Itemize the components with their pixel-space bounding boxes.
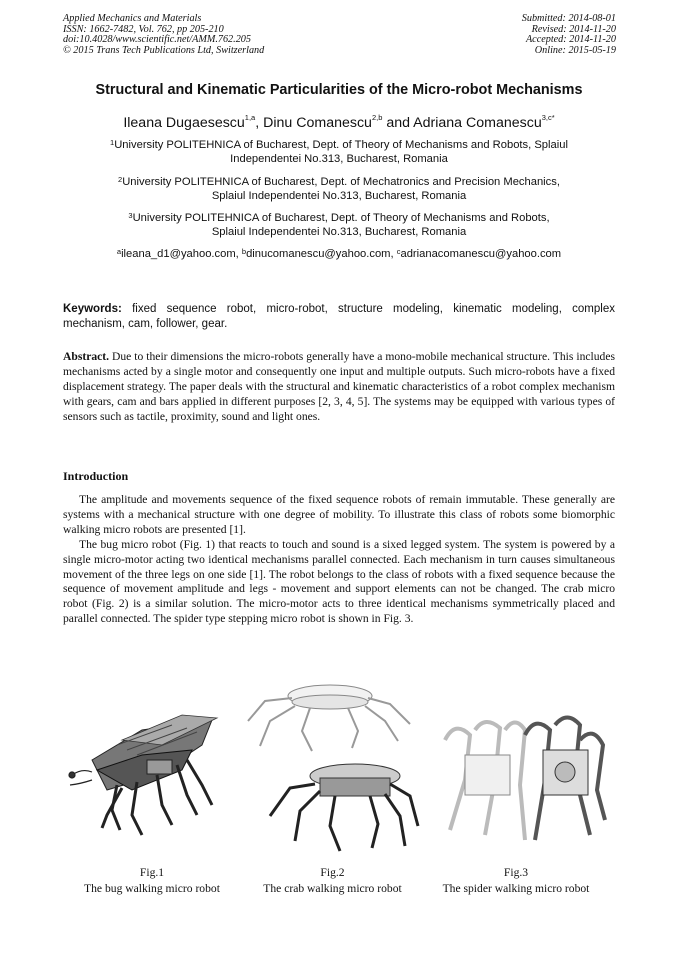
figure-caption-text: The spider walking micro robot bbox=[442, 882, 590, 895]
email-sup: a bbox=[116, 247, 122, 256]
abstract bbox=[63, 350, 615, 425]
doi-line: doi:10.4028/www.scientific.net/AMM.762.205 bbox=[63, 34, 251, 46]
email-address[interactable]: dinucomanescu@yahoo.com, bbox=[246, 248, 397, 260]
author-sup: 2,b bbox=[371, 113, 383, 122]
abstract-text: Due to their dimensions the micro-robots generally have a mono-mobile mechanical structure. This includes mechanisms acted by a single motor and consequently one input and multiple outputs. Such micro-robots have a fixed displacement strategy. The paper deals with the structural and kinematic characteristics of a robot complex mechanism with gears, cam and bars applied in different purposes [2, 3, 4, 5]. The systems may be equipped with various types of sensors such as tactile, proximity, sound and light ones. bbox=[63, 350, 615, 423]
email-address[interactable]: adrianacomanescu@yahoo.com bbox=[400, 248, 562, 260]
affiliation bbox=[70, 175, 608, 203]
submitted-date: Submitted: 2014-08-01 bbox=[521, 13, 616, 24]
author-sup: 3,c* bbox=[541, 113, 555, 122]
accepted-date: Accepted: 2014-11-20 bbox=[525, 34, 616, 46]
section-heading: Introduction bbox=[63, 469, 129, 483]
crab-robot-image bbox=[240, 676, 425, 856]
affiliation-sup: 3 bbox=[128, 211, 133, 220]
abstract-label: Abstract. bbox=[63, 350, 110, 363]
affiliation-sup: 2 bbox=[118, 175, 123, 184]
copyright-line: © 2015 Trans Tech Publications Ltd, Switzerland bbox=[63, 44, 265, 56]
affiliation-line: Splaiul Independentei No.313, Bucharest, Romania bbox=[211, 226, 467, 238]
revised-date: Revised: 2014-11-20 bbox=[531, 23, 616, 35]
issn-line: ISSN: 1662-7482, Vol. 762, pp 205-210 bbox=[63, 23, 224, 35]
keywords-label: Keywords: bbox=[63, 303, 122, 315]
affiliation-sup: 1 bbox=[110, 138, 115, 147]
figure-caption bbox=[62, 865, 242, 897]
email-list bbox=[70, 247, 608, 261]
author-name: Adriana Comanescu bbox=[413, 115, 542, 131]
paragraph: The bug micro robot (Fig. 1) that reacts to touch and sound is a sixed legged system. The system is powered by a single micro-motor acting two identical mechanisms parallel connected. Each mechanism in turn causes simultaneous movement of the three legs on one side [1]. The robot belongs to the class of robots with a fixed sequence because the sequence of movement amplitude and legs - movement and support elements can not be changed. The crab micro robot (Fig. 2) is a similar solution. The micro-motor acts to three identical mechanisms symmetrically placed and parallel connected. The spider type stepping micro robot is shown in Fig. 3. bbox=[63, 537, 615, 626]
keywords-text: fixed sequence robot, micro-robot, structure modeling, kinematic modeling, complex mechanism, cam, follower, gear. bbox=[63, 303, 615, 330]
online-date: Online: 2015-05-19 bbox=[534, 44, 616, 56]
email-address[interactable]: ileana_d1@yahoo.com, bbox=[121, 248, 242, 260]
figure-number: Fig.3 bbox=[503, 866, 529, 879]
bug-robot-image bbox=[62, 700, 242, 850]
author-separator: and bbox=[382, 115, 414, 131]
introduction-body bbox=[63, 493, 615, 627]
affiliation-line: Independentei No.313, Bucharest, Romania bbox=[230, 153, 448, 165]
affiliation-line: University POLITEHNICA of Bucharest, Dept. of Theory of Mechanisms and Robots, bbox=[132, 212, 550, 224]
keywords bbox=[63, 302, 615, 331]
paragraph: The amplitude and movements sequence of the fixed sequence robots of remain immutable. These generally are systems with a mechanical structure with one degree of mobility. To illustrate this class of robots some biomorphic walking micro robots are presented [1]. bbox=[63, 493, 615, 536]
author-separator: , bbox=[255, 115, 264, 131]
affiliation bbox=[70, 138, 608, 166]
author-sup: 1,a bbox=[244, 113, 256, 122]
figure-caption-text: The bug walking micro robot bbox=[84, 882, 220, 895]
dates-info bbox=[522, 14, 616, 56]
affiliation bbox=[70, 211, 608, 239]
figure-number: Fig.2 bbox=[320, 866, 345, 879]
email-sup: c bbox=[396, 247, 401, 256]
author-list bbox=[0, 115, 678, 131]
author-name: Ileana Dugaesescu bbox=[123, 115, 245, 131]
figure-caption-text: The crab walking micro robot bbox=[263, 882, 402, 895]
figure-caption bbox=[421, 865, 611, 897]
affiliation-line: Splaiul Independentei No.313, Bucharest, Romania bbox=[211, 190, 467, 202]
affiliation-line: University POLITEHNICA of Bucharest, Dept. of Mechatronics and Precision Mechanics, bbox=[122, 176, 560, 188]
figure-caption bbox=[240, 865, 425, 897]
figure-number: Fig.1 bbox=[139, 866, 165, 879]
affiliation-line: University POLITEHNICA of Bucharest, Dept. of Theory of Mechanisms and Robots, Splaiul bbox=[114, 139, 568, 151]
spider-robot-image bbox=[425, 700, 610, 860]
journal-name: Applied Mechanics and Materials bbox=[63, 13, 202, 24]
author-name: Dinu Comanescu bbox=[263, 115, 372, 131]
email-sup: b bbox=[241, 247, 247, 256]
paper-title: Structural and Kinematic Particularities of the Micro-robot Mechanisms bbox=[95, 82, 583, 98]
journal-info bbox=[63, 14, 264, 56]
